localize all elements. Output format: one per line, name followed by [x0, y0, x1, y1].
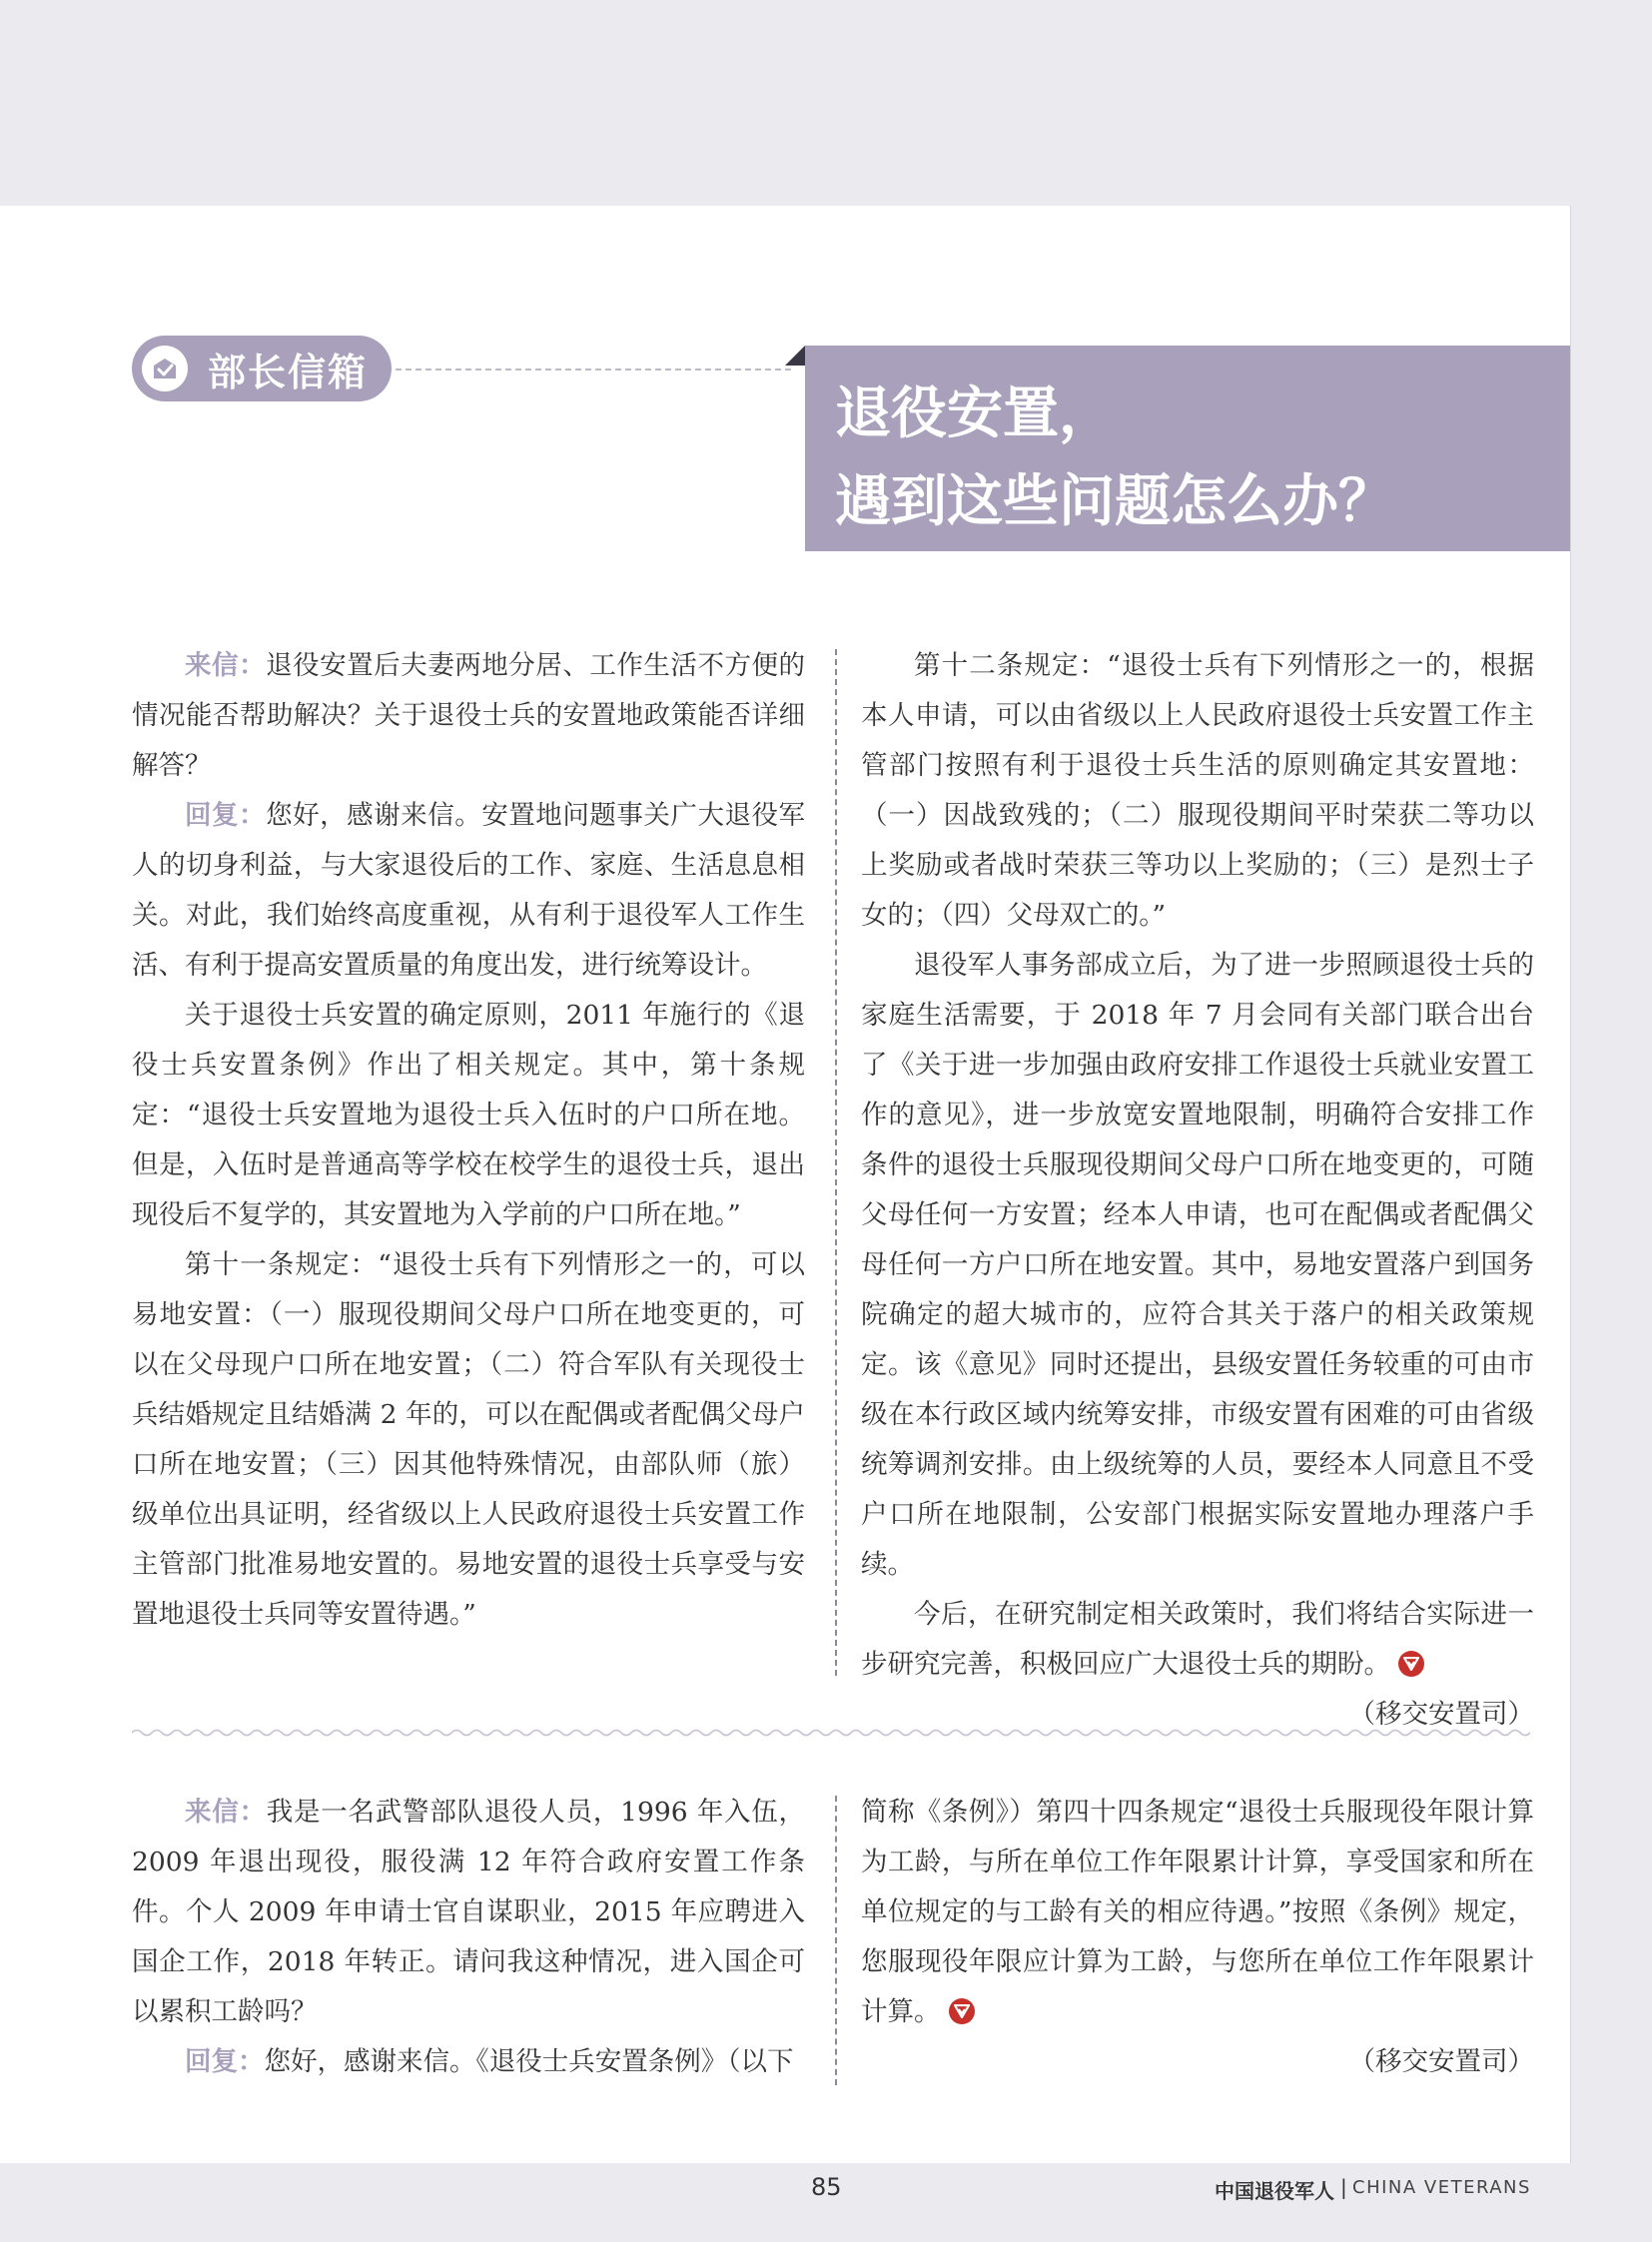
letter-text: 退役安置后夫妻两地分居、工作生活不方便的情况能否帮助解决？关于退役士兵的安置地政策能否详细解答？: [132, 650, 806, 781]
letter1-paragraph: 关于退役士兵安置的确定原则，2011 年施行的《退役士兵安置条例》作出了相关规定。其中，第十条规定：“退役士兵安置地为退役士兵入伍时的户口所在地。但是，入伍时是普通高等学校在校学生的退役士兵，退出现役后不复学的，其安置地为入学前的户口所在地。”: [132, 1000, 805, 1230]
letter2-question: [132, 1788, 805, 2037]
article-title-box: [805, 346, 1570, 551]
letter1-paragraph: [861, 1590, 1534, 1690]
letter1-paragraph: 退役军人事务部成立后，为了进一步照顾退役士兵的家庭生活需要，于 2018 年 7 月会同有关部门联合出台了《关于进一步加强由政府安排工作退役士兵就业安置工作的意见》，进一步放宽安置地限制，明确符合安排工作条件的退役士兵服现役期间父母户口所在地变更的，可随父母任何一方安置；经本人申请，也可在配偶或者配偶父母任何一方户口所在地安置。其中，易地安置落户到国务院确定的超大城市的，应符合其关于落户的相关政策规定。该《意见》同时还提出，县级安置任务较重的可由市级在本行政区域内统筹安排，市级安置有困难的可由省级统筹调剂安排。由上级统筹的人员，要经本人同意且不受户口所在地限制，公安部门根据实际安置地办理落户手续。: [861, 950, 1534, 1580]
letter1-question: [132, 641, 805, 791]
letter1-signature: （移交安置司）: [1348, 1699, 1534, 1730]
letter2-reply: [132, 2037, 805, 2087]
publication-name-cn: 中国退役军人: [1215, 2179, 1334, 2203]
letter1-right-column: [861, 641, 1534, 1740]
reply-label: 回复：: [185, 2046, 265, 2077]
letter1-left-column: [132, 641, 805, 1640]
column-badge: [132, 336, 392, 401]
column-name: 部长信箱: [208, 350, 369, 394]
end-mark-icon: [949, 1998, 975, 2024]
publication-name-en: CHINA VETERANS: [1352, 2177, 1531, 2198]
article-title-line1: 退役安置，: [835, 381, 1115, 446]
reply-text: 您好，感谢来信。《退役士兵安置条例》（以下: [264, 2046, 794, 2077]
letter1-reply: [132, 791, 805, 991]
column-divider: [835, 649, 837, 1676]
letter2-signature: （移交安置司）: [1348, 2046, 1534, 2077]
letter-text: 我是一名武警部队退役人员，1996 年入伍，2009 年退出现役，服役满 12 年符合政府安置工作条件。个人 2009 年申请士官自谋职业，2015 年应聘进入国企工作，2018 年转正。请问我这种情况，进入国企可以累积工龄吗？: [132, 1797, 806, 2027]
section-wave-divider: [132, 1728, 1534, 1738]
letter-label: 来信：: [185, 1797, 267, 1828]
end-mark-icon: [1398, 1651, 1424, 1677]
page-number: 85: [811, 2173, 842, 2201]
letter1-paragraph: 第十二条规定：“退役士兵有下列情形之一的，根据本人申请，可以由省级以上人民政府退役士兵安置工作主管部门按照有利于退役士兵生活的原则确定其安置地：（一）因战致残的；（二）服现役期间平时荣获二等功以上奖励或者战时荣获三等功以上奖励的；（三）是烈士子女的；（四）父母双亡的。”: [861, 650, 1534, 931]
header-dashed-rule: [396, 369, 791, 371]
letter2-paragraph: [861, 1788, 1534, 2037]
title-corner-accent: [785, 346, 805, 366]
column-divider: [835, 1796, 837, 2085]
article-title-line2: 遇到这些问题怎么办？: [835, 469, 1394, 534]
letter-label: 来信：: [185, 650, 267, 681]
letter1-paragraph: 第十一条规定：“退役士兵有下列情形之一的，可以易地安置：（一）服现役期间父母户口所在地变更的，可以在父母现户口所在地安置；（二）符合军队有关现役士兵结婚规定且结婚满 2 年的，可以在配偶或者配偶父母户口所在地安置；（三）因其他特殊情况，由部队师（旅）级单位出具证明，经省级以上人民政府退役士兵安置工作主管部门批准易地安置的。易地安置的退役士兵享受与安置地退役士兵同等安置待遇。”: [132, 1249, 805, 1630]
reply-label: 回复：: [185, 800, 267, 831]
reply-text: 您好，感谢来信。安置地问题事关广大退役军人的切身利益，与大家退役后的工作、家庭、生活息息相关。对此，我们始终高度重视，从有利于退役军人工作生活、有利于提高安置质量的角度出发，进行统筹设计。: [132, 800, 806, 981]
letter2-left-column: [132, 1788, 805, 2087]
publication-separator: |: [1340, 2175, 1347, 2199]
letter2-right-column: [861, 1788, 1534, 2087]
envelope-check-icon: [142, 346, 188, 391]
closing-text: 简称《条例》）第四十四条规定“退役士兵服现役年限计算为工龄，与所在单位工作年限累计计算，享受国家和所在单位规定的与工龄有关的相应待遇。”按照《条例》规定，您服现役年限应计算为工龄，与您所在单位工作年限累计计算。: [861, 1797, 1534, 2027]
closing-text: 今后，在研究制定相关政策时，我们将结合实际进一步研究完善，积极回应广大退役士兵的期盼。: [861, 1599, 1534, 1680]
page-footer: [0, 2163, 1652, 2223]
